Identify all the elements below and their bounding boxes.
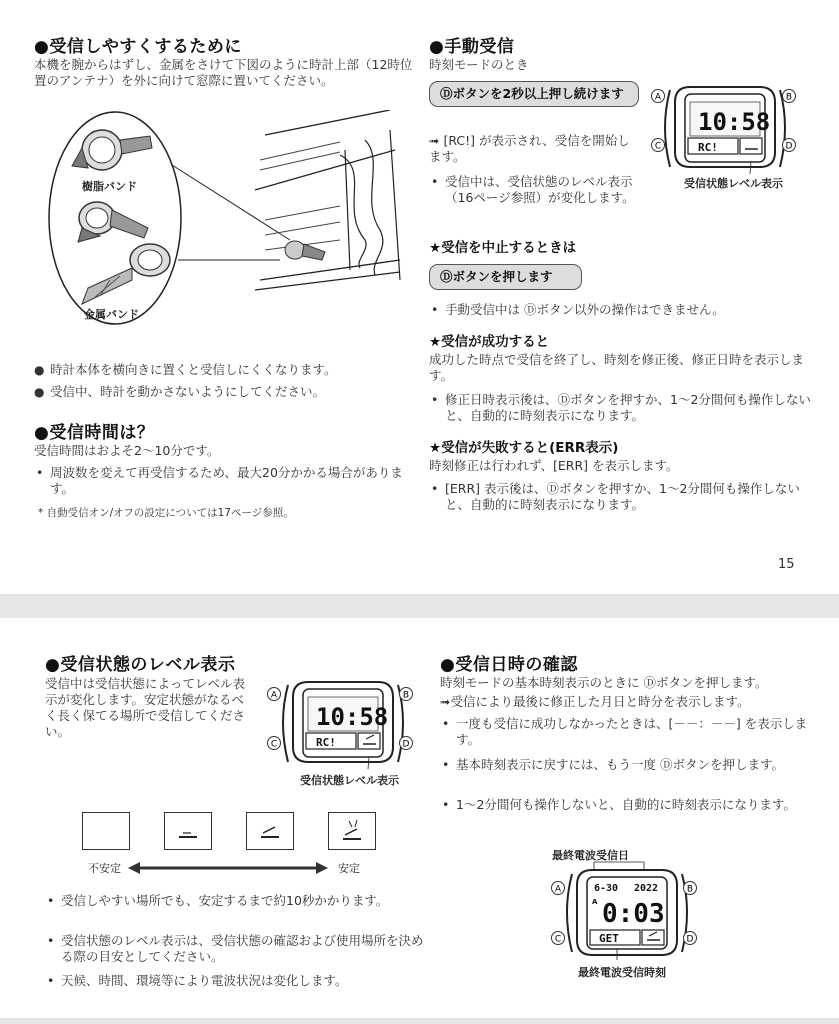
- bullet-guide: • 受信状態のレベル表示は、受信状態の確認および使用場所を決める際の目安としてください。: [45, 933, 433, 965]
- window-illustration: [40, 110, 410, 335]
- heading-failure: ★受信が失敗すると(ERR表示): [429, 440, 619, 456]
- caption-last-date: 最終電波受信日: [552, 849, 629, 862]
- instruction-press-d: Ⓓボタンを押します: [429, 264, 582, 290]
- heading-level-display: ●受信状態のレベル表示: [45, 655, 236, 675]
- button-a-icon: [650, 88, 666, 104]
- caption-level-display: 受信状態レベル表示: [300, 774, 399, 787]
- button-a-icon: [550, 880, 566, 896]
- heading-reception-time: ●受信時間は？: [34, 423, 155, 443]
- watch-level-illustration: [268, 677, 418, 772]
- check-arrow-text: ➟受信により最後に修正した月日と時分を表示します。: [440, 694, 750, 709]
- level-1-box: [164, 812, 212, 850]
- window-watch-icon: [285, 241, 325, 260]
- bullet-max-20min: • 周波数を変えて再受信するため、最大20分かかる場合があります。: [34, 465, 420, 497]
- bullet-weather: • 天候、時間、環境等により電波状況は変化します。: [45, 973, 433, 989]
- level-3-box: [328, 812, 376, 850]
- scale-unstable-label: 不安定: [88, 862, 121, 875]
- svg-text:A: A: [554, 884, 562, 895]
- page-divider: [0, 594, 839, 618]
- watch-date-display: 6-30: [594, 883, 619, 894]
- bullet-10-seconds: • 受信しやすい場所でも、安定するまで約10秒かかります。: [45, 893, 433, 909]
- reception-time-text: 受信時間はおよそ2～10分です。: [34, 443, 220, 458]
- level-display-text: 受信中は受信状態によってレベル表示が変化します。安定状態がなるべく長く保てる場所で受信してください。: [45, 676, 246, 739]
- level-1-icon: [165, 813, 211, 849]
- check-text: 時刻モードの基本時刻表示のときに Ⓓボタンを押します。: [440, 675, 768, 690]
- page-divider-bottom: [0, 1018, 839, 1024]
- heading-success: ★受信が成功すると: [429, 334, 550, 350]
- stability-arrow-icon: [128, 860, 328, 876]
- button-a-icon: [266, 686, 282, 702]
- label-metal-band: 金属バンド: [84, 308, 139, 321]
- scale-stable-label: 安定: [338, 862, 360, 875]
- watch-year-display: 2022: [634, 883, 659, 894]
- caption-last-time: 最終電波受信時刻: [578, 966, 666, 979]
- watch-rc-illustration: [650, 82, 800, 177]
- svg-text:A: A: [654, 92, 662, 103]
- bullet-sideways: ● 時計本体を横向きに置くと受信しにくくなります。: [34, 362, 337, 378]
- rc-started-text: ➟ [RC!] が表示され、受信を開始します。: [429, 133, 630, 164]
- intro-text: 本機を腕からはずし、金属をさけて下図のように時計上部（12時位置のアンテナ）を外に向けて窓際に置いてください。: [34, 57, 413, 88]
- auto-reception-note: * 自動受信オン/オフの設定については17ページ参照。: [38, 507, 294, 519]
- level-2-box: [246, 812, 294, 850]
- page-number: 15: [778, 557, 795, 572]
- bullet-level-changes: • 受信中は、受信状態のレベル表示（16ページ参照）が変化します。: [429, 174, 639, 206]
- svg-text:A: A: [270, 690, 278, 701]
- watch-rc-display: RC!: [698, 141, 718, 154]
- heading-reception-check: ●受信日時の確認: [440, 655, 578, 675]
- button-d-icon: [781, 137, 797, 153]
- svg-text:B: B: [785, 92, 793, 103]
- svg-text:C: C: [654, 141, 662, 152]
- bullet-err-return: • [ERR] 表示後は、Ⓓボタンを押すか、1～2分間何も操作しないと、自動的に時刻表示になります。: [429, 481, 820, 513]
- svg-text:C: C: [270, 739, 278, 750]
- svg-text:D: D: [402, 739, 410, 750]
- watch-get-illustration: [552, 860, 702, 960]
- bullet-auto-return: • 1～2分間何も操作しないと、自動的に時刻表示になります。: [440, 797, 826, 813]
- success-text: 成功した時点で受信を終了し、時刻を修正後、修正日時を表示します。: [429, 352, 805, 383]
- svg-text:D: D: [785, 141, 793, 152]
- button-c-icon: [550, 930, 566, 946]
- label-resin-band: 樹脂バンド: [82, 180, 137, 193]
- button-c-icon: [650, 137, 666, 153]
- level-2-icon: [247, 813, 293, 849]
- button-d-icon: [398, 735, 414, 751]
- button-b-icon: [682, 880, 698, 896]
- button-c-icon: [266, 735, 282, 751]
- bullet-only-d: • 手動受信中は Ⓓボタン以外の操作はできません。: [429, 302, 725, 318]
- window-frame-icon: [255, 110, 400, 290]
- svg-text:D: D: [686, 934, 694, 945]
- level-3-icon: [329, 813, 375, 849]
- instruction-hold-d: Ⓓボタンを2秒以上押し続けます: [429, 81, 639, 107]
- failure-text: 時刻修正は行われず、[ERR] を表示します。: [429, 458, 679, 473]
- level-0-box: [82, 812, 130, 850]
- subtitle-time-mode: 時刻モードのとき: [429, 57, 529, 72]
- svg-text:C: C: [554, 934, 562, 945]
- svg-text:A: A: [592, 898, 598, 906]
- bullet-return-basic: • 基本時刻表示に戻すには、もう一度 Ⓓボタンを押します。: [440, 757, 826, 773]
- watch-time-display: 10:58: [698, 108, 771, 136]
- watch-time-display: 0:03: [602, 899, 665, 929]
- heading-reception-tips: ●受信しやすくするために: [34, 37, 242, 57]
- svg-text:B: B: [402, 690, 410, 701]
- watch-time-display: 10:58: [316, 703, 389, 731]
- button-b-icon: [398, 686, 414, 702]
- button-d-icon: [682, 930, 698, 946]
- watch-get-display: GET: [599, 932, 619, 945]
- watch-rc-display: RC!: [316, 736, 336, 749]
- caption-level-display: 受信状態レベル表示: [684, 177, 783, 190]
- bullet-dont-move: ● 受信中、時計を動かさないようにしてください。: [34, 384, 325, 400]
- bullet-never-received: • 一度も受信に成功しなかったときは、[－－：－－] を表示します。: [440, 716, 826, 748]
- heading-stop-reception: ★受信を中止するときは: [429, 240, 577, 256]
- heading-manual-reception: ●手動受信: [429, 37, 515, 57]
- svg-text:B: B: [686, 884, 694, 895]
- button-b-icon: [781, 88, 797, 104]
- bullet-success-return: • 修正日時表示後は、Ⓓボタンを押すか、1～2分間何も操作しないと、自動的に時刻表示になります。: [429, 392, 820, 424]
